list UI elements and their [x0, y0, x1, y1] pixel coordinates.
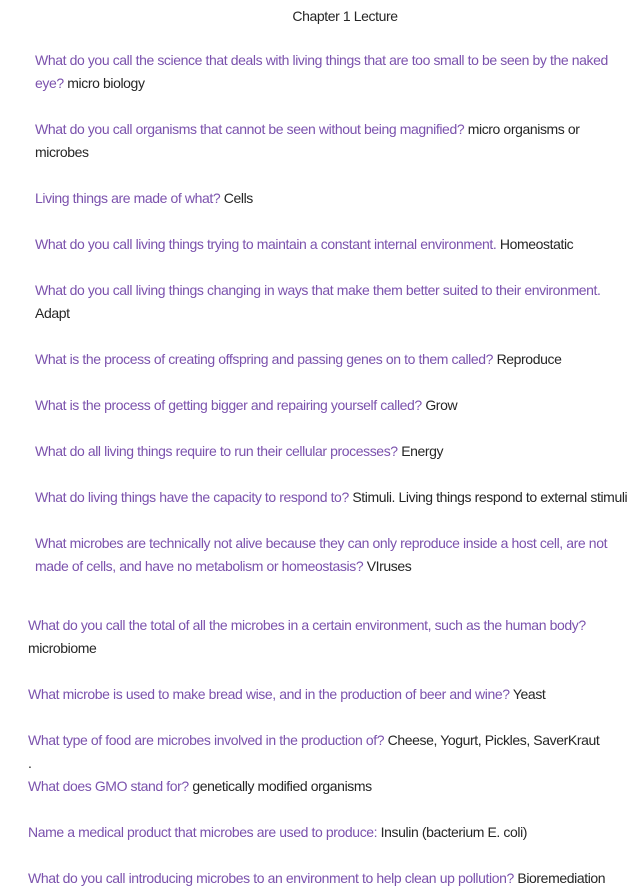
answer-text: Homeostatic — [499, 236, 574, 252]
qa-item — [35, 440, 630, 463]
answer-text: genetically modified organisms — [192, 778, 372, 794]
qa-item — [28, 683, 630, 706]
question-text: What microbe is used to make bread wise, and in the production of beer and wine? — [28, 686, 510, 702]
page-title: Chapter 1 Lecture — [292, 8, 398, 24]
qa-item — [35, 532, 630, 578]
question-text: What do you call living things changing in ways that make them better suited to their environment. — [35, 282, 601, 298]
answer-text: Cells — [223, 190, 253, 206]
qa-item — [35, 486, 630, 509]
qa-item — [35, 233, 630, 256]
qa-item — [35, 394, 630, 417]
qa-list — [0, 49, 640, 890]
question-text: What do you call introducing microbes to an environment to help clean up pollution? — [28, 870, 514, 886]
qa-item — [35, 348, 630, 371]
answer-text: VIruses — [366, 558, 412, 574]
question-text: What do you call living things trying to maintain a constant internal environment. — [35, 236, 497, 252]
question-text: What is the process of getting bigger and repairing yourself called? — [35, 397, 422, 413]
question-text: What do you call the science that deals with living things that are too small to be seen by the naked eye? — [35, 52, 608, 91]
qa-item — [28, 821, 630, 844]
answer-text: Grow — [425, 397, 458, 413]
question-text: Name a medical product that microbes are used to produce: — [28, 824, 378, 840]
question-text: What do you call organisms that cannot be seen without being magnified? — [35, 121, 465, 137]
question-text: What do all living things require to run their cellular processes? — [35, 443, 398, 459]
qa-item — [35, 49, 630, 95]
answer-text: microbiome — [28, 640, 97, 656]
question-text: What microbes are technically not alive because they can only reproduce inside a host cell, are not made of cells, and have no metabolism or homeostasis? — [35, 535, 608, 574]
answer-text: Reproduce — [496, 351, 562, 367]
qa-item — [28, 614, 630, 660]
question-text: What is the process of creating offspring and passing genes on to them called? — [35, 351, 494, 367]
stray-period-text: . — [28, 755, 32, 771]
answer-text: micro biology — [67, 75, 145, 91]
answer-text: Insulin (bacterium E. coli) — [380, 824, 528, 840]
qa-item — [35, 279, 630, 325]
stray-period — [28, 752, 630, 775]
answer-text: Stimuli. Living things respond to external stimuli — [352, 489, 628, 505]
question-text: What type of food are microbes involved in the production of? — [28, 732, 385, 748]
qa-item — [28, 729, 630, 752]
question-text: What do living things have the capacity to respond to? — [35, 489, 349, 505]
question-text: Living things are made of what? — [35, 190, 221, 206]
question-text: What does GMO stand for? — [28, 778, 189, 794]
answer-text: micro organisms or microbes — [35, 121, 580, 160]
qa-item — [35, 118, 630, 164]
qa-item — [28, 775, 630, 798]
answer-text: Adapt — [35, 305, 70, 321]
question-text: What do you call the total of all the microbes in a certain environment, such as the human body? — [28, 617, 586, 633]
qa-item — [35, 187, 630, 210]
answer-text: Cheese, Yogurt, Pickles, SaverKraut — [387, 732, 600, 748]
qa-item — [28, 867, 630, 890]
answer-text: Yeast — [512, 686, 546, 702]
answer-text: Energy — [401, 443, 444, 459]
answer-text: Bioremediation — [517, 870, 606, 886]
